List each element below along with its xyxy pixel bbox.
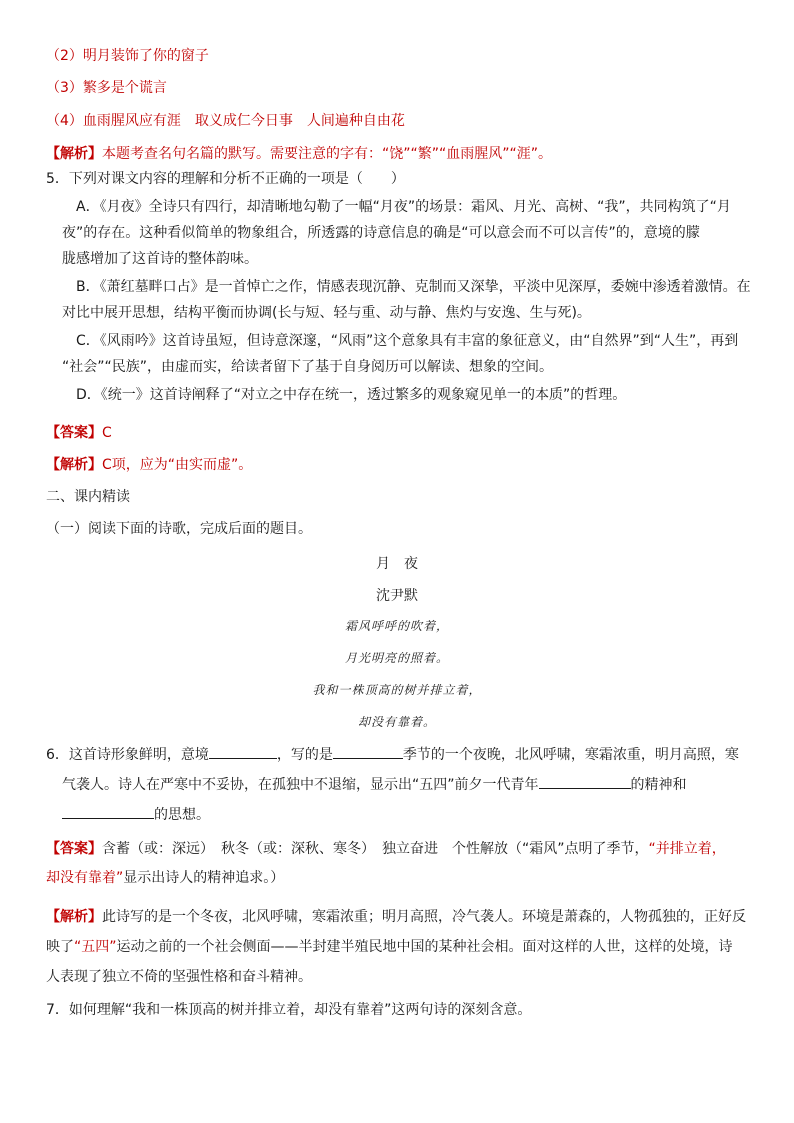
question-6-line3: 的思想。 bbox=[62, 804, 210, 825]
question-5: 5．下列对课文内容的理解和分析不正确的一项是（ ） bbox=[46, 171, 405, 187]
question-7: 7．如何理解“我和一株顶高的树并排立着，却没有靠着”这两句诗的深刻含意。 bbox=[46, 1002, 532, 1018]
analysis-tag: 【解析】 bbox=[46, 457, 102, 473]
analysis-q6-line1: 【解析】此诗写的是一个冬夜，北风呼啸，寒霜浓重；明月高照，冷气袭人。环境是萧森的，人物孤独的，正好反 bbox=[46, 909, 746, 925]
analysis-q4 bbox=[46, 144, 552, 164]
answer-q5 bbox=[46, 423, 112, 443]
option-d: D．《统一》这首诗阐释了“对立之中存在统一，透过繁多的观象窥见单一的本质”的哲理。 bbox=[76, 387, 627, 403]
answer-item-2: （2）明月装饰了你的窗子 bbox=[46, 48, 209, 64]
answer-blank[interactable] bbox=[209, 744, 277, 759]
poem-title: 月 夜 bbox=[376, 556, 418, 572]
analysis-tag: 【解析】 bbox=[46, 909, 102, 925]
question-6-line1: 6．这首诗形象鲜明，意境 ，写的是 季节的一个夜晚，北风呼啸，寒霜浓重，明月高照，寒 bbox=[46, 744, 739, 765]
poem-line-2: 月光明亮的照着。 bbox=[344, 651, 449, 665]
option-b-line1: B．《萧红墓畔口占》是一首悼亡之作，情感表现沉静、克制而又深挚，平淡中见深厚，委婉中渗透着激情。在 bbox=[76, 279, 751, 295]
option-c-line2: “社会”“民族”，由虚而实，给读者留下了基于自身阅历可以解读、想象的空间。 bbox=[62, 359, 554, 375]
answer-blank[interactable] bbox=[333, 744, 403, 759]
section-heading: 二、课内精读 bbox=[46, 489, 130, 505]
poem-author: 沈尹默 bbox=[376, 588, 418, 604]
poem-line-1: 霜风呼呼的吹着， bbox=[344, 619, 449, 633]
analysis-q5 bbox=[46, 455, 252, 475]
answer-blank[interactable] bbox=[62, 804, 154, 819]
answer-item-4: （4）血雨腥风应有涯 取义成仁今日事 人间遍种自由花 bbox=[46, 113, 405, 129]
poem-line-4: 却没有靠着。 bbox=[357, 715, 436, 729]
analysis-q6-line2: 映了“五四”运动之前的一个社会侧面——半封建半殖民地中国的某种社会相。面对这样的人世，这样的处境，诗 bbox=[46, 939, 733, 955]
answer-tag: 【答案】 bbox=[46, 841, 102, 857]
option-a-line1: A．《月夜》全诗只有四行，却清晰地勾勒了一幅“月夜”的场景：霜风、月光、高树、“我”，共同构筑了“月 bbox=[76, 199, 731, 215]
answer-tag: 【答案】 bbox=[46, 425, 102, 441]
option-a-line2: 夜”的存在。这种看似简单的物象组合，所透露的诗意信息的确是“可以意会而不可以言传”的，意境的朦 bbox=[62, 225, 700, 241]
option-a-line3: 胧感增加了这首诗的整体韵味。 bbox=[62, 251, 258, 267]
analysis-q6-line3: 人表现了独立不倚的坚强性格和奋斗精神。 bbox=[46, 969, 312, 985]
subsection-heading: （一）阅读下面的诗歌，完成后面的题目。 bbox=[46, 521, 312, 537]
answer-blank[interactable] bbox=[539, 774, 631, 789]
answer-item-3: （3）繁多是个谎言 bbox=[46, 80, 167, 96]
answer-q6-line1: 【答案】含蓄（或：深远） 秋冬（或：深秋、寒冬） 独立奋进 个性解放（“霜风”点明了季节，“并排立着， bbox=[46, 841, 726, 857]
question-6-line2: 气袭人。诗人在严寒中不妥协，在孤独中不退缩，显示出“五四”前夕一代青年 的精神和 bbox=[62, 774, 687, 795]
answer-text: C bbox=[102, 425, 112, 441]
analysis-tag: 【解析】 bbox=[46, 146, 102, 162]
answer-q6-line2: 却没有靠着”显示出诗人的精神追求。） bbox=[46, 870, 285, 886]
analysis-text: 本题考查名句名篇的默写。需要注意的字有：“饶”“繁”“血雨腥风”“涯”。 bbox=[102, 146, 553, 162]
option-c-line1: C．《风雨吟》这首诗虽短，但诗意深邃，“风雨”这个意象具有丰富的象征意义，由“自然界”到“人生”，再到 bbox=[76, 333, 739, 349]
analysis-text: C项，应为“由实而虚”。 bbox=[102, 457, 253, 473]
option-b-line2: 对比中展开思想，结构平衡而协调(长与短、轻与重、动与静、焦灼与安逸、生与死)。 bbox=[62, 305, 591, 321]
poem-line-3: 我和一株顶高的树并排立着， bbox=[312, 683, 482, 697]
